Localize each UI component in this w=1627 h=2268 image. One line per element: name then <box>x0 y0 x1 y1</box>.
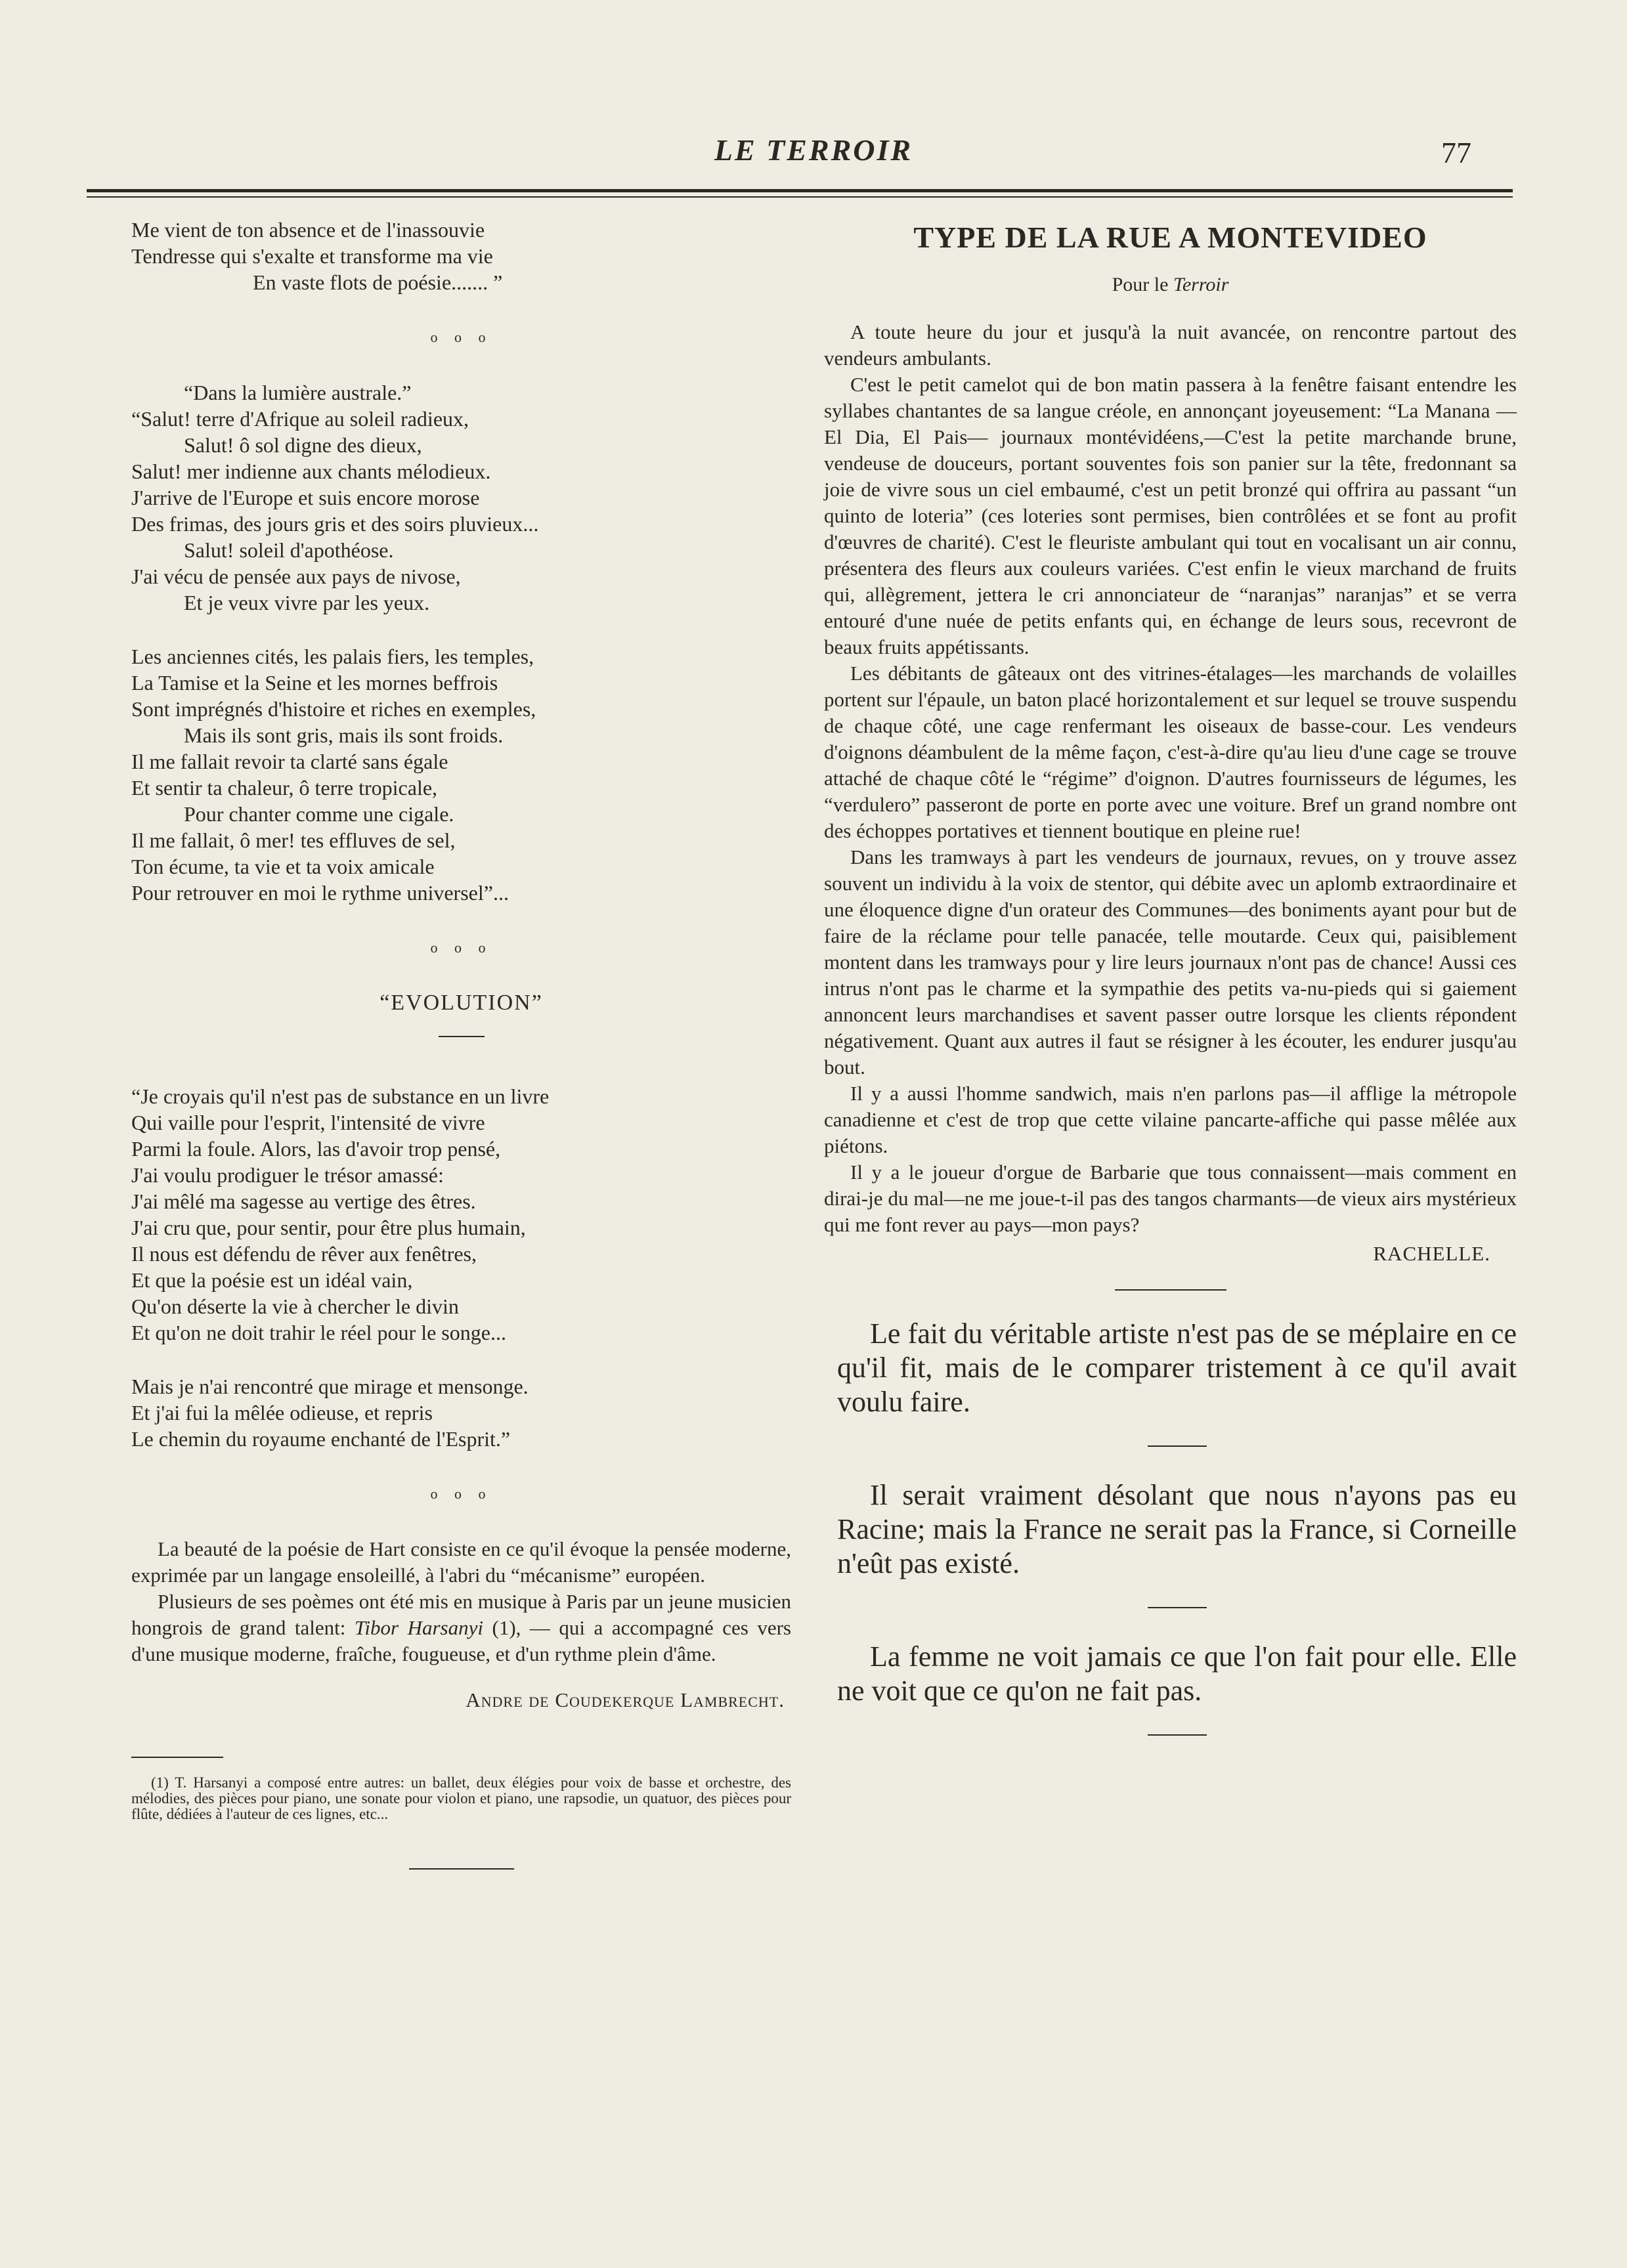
article-end-rule <box>1115 1289 1226 1291</box>
verse-line: Il me fallait, ô mer! tes effluves de sel, <box>131 828 456 852</box>
section-ornament: o o o <box>430 329 492 345</box>
maxim: La femme ne voit jamais ce que l'on fait pour elle. Elle ne voit que ce qu'on ne fait pas. <box>837 1640 1517 1707</box>
footnote-rule <box>131 1757 223 1758</box>
verse-line: Et je veux vivre par les yeux. <box>184 591 430 614</box>
verse-line: Pour chanter comme une cigale. <box>184 802 454 826</box>
verse-line: Tendresse qui s'exalte et transforme ma vie <box>131 244 493 268</box>
poem-evolution <box>131 990 791 1452</box>
verse-line: Il nous est défendu de rêver aux fenêtres, <box>131 1242 477 1266</box>
maxim: Il serait vraiment désolant que nous n'ayons pas eu Racine; mais la France ne serait pas la France, si Corneille n'eût pas existé. <box>837 1479 1517 1579</box>
poem-title-line: “Dans la lumière australe.” <box>184 381 412 404</box>
verse-line: J'ai mêlé ma sagesse au vertige des êtres. <box>131 1189 476 1213</box>
end-rule <box>409 1868 514 1870</box>
verse-line: J'ai voulu prodiguer le trésor amassé: <box>131 1163 444 1187</box>
section-ornament: o o o <box>430 1486 492 1502</box>
verse-line: Salut! ô sol digne des dieux, <box>184 433 422 457</box>
article-paragraph: Il y a aussi l'homme sandwich, mais n'en parlons pas—il afflige la métropole canadienne et c'est de trop que cette vilaine pancarte-affiche qui passe mêlée aux piétons. <box>824 1082 1517 1157</box>
footnote: (1) T. Harsanyi a composé entre autres: un ballet, deux élégies pour voix de basse et orchestre, des mélodies, des pièces pour piano, une sonate pour violon et piano, une rapsodie, un quatuor, des pièces pour flûte, dédiées à l'auteur de ces lignes, etc... <box>131 1774 791 1822</box>
article-paragraph: Les débitants de gâteaux ont des vitrines-étalages—les marchands de volailles portent sur l'épaule, un baton placé horizontalement et sur lequel se trouve suspendu de chaque côté, une cage renfermant les oiseaux de basse-cour. Les vendeurs d'oignons déambulent de la même façon, c'est-à-dire qu'au lieu d'une cage se trouve attaché de chaque côté le “régime” d'oignon. D'autres fournisseurs de légumes, les “verdulero” passeront de porte en porte avec une voiture. Bref un grand nombre ont des échoppes portatives et tiennent boutique en pleine rue! <box>824 662 1517 842</box>
verse-line: Me vient de ton absence et de l'inassouvie <box>131 218 485 242</box>
left-column <box>131 217 791 1870</box>
right-column <box>824 217 1517 1767</box>
verse-line: Des frimas, des jours gris et des soirs pluvieux... <box>131 512 539 536</box>
header-rule-thin <box>87 196 1513 198</box>
header-rule-thick <box>87 189 1513 192</box>
article-paragraph: Il y a le joueur d'orgue de Barbarie que tous connaissent—mais comment en dirai-je du mal—ne me joue-t-il pas des tangos charmants—de vieux airs mystérieux qui me font rever au pays—mon pays? <box>824 1161 1517 1236</box>
maxim-rule <box>1148 1445 1207 1447</box>
article-paragraph: Dans les tramways à part les vendeurs de journaux, revues, on y trouve assez souvent un individu à la voix de stentor, qui débite avec un aplomb extraordinaire et une éloquence digne d'un orateur des Communes—des boniments ayant pour but de faire de la réclame pour telle panacée, telle moutarde. Ceux qui, paisiblement montent dans les tramways pour y lire leurs journaux n'ont pas de chance! Aussi ces intrus n'ont pas le charme et la sympathie des petits va-nu-pieds qui si gaiement annoncent leurs marchandises et savent passer outre lorsque les clients répondent négativement. Quant aux autres il faut se résigner à les écouter, les endurer jusqu'au bout. <box>824 845 1517 1079</box>
composer-name: Tibor Harsanyi <box>354 1616 483 1639</box>
verse-line: Mais ils sont gris, mais ils sont froids. <box>184 723 504 747</box>
commentary-paragraph: La beauté de la poésie de Hart consiste en ce qu'il évoque la pensée moderne, exprimée par un langage ensoleillé, à l'abri du “mécanisme” européen. <box>131 1537 791 1587</box>
article-title: TYPE DE LA RUE A MONTEVIDEO <box>913 221 1427 254</box>
verse-line: La Tamise et la Seine et les mornes beffrois <box>131 671 498 695</box>
poem-title: “EVOLUTION” <box>380 991 543 1015</box>
verse-line: En vaste flots de poésie....... ” <box>253 270 503 294</box>
verse-line: “Salut! terre d'Afrique au soleil radieux, <box>131 407 469 431</box>
verse-line: Les anciennes cités, les palais fiers, les temples, <box>131 645 534 668</box>
article-body <box>824 319 1517 1238</box>
verse-line: Il me fallait revoir ta clarté sans égale <box>131 750 448 773</box>
verse-line: Et qu'on ne doit trahir le réel pour le songe... <box>131 1321 506 1344</box>
page-number: 77 <box>1441 136 1471 169</box>
verse-line: “Je croyais qu'il n'est pas de substance en un livre <box>131 1084 550 1108</box>
section-ornament: o o o <box>430 939 492 956</box>
title-dash <box>439 1036 485 1037</box>
article-paragraph: C'est le petit camelot qui de bon matin passera à la fenêtre faisant entendre les syllabes chantantes de sa langue créole, en annonçant joyeusement: “La Manana — El Dia, El Pais— journaux montévidéens,—C'est la petite marchande brune, vendeuse de douceurs, portant souventes fois son panier sur la tête, fredonnant sa joie de vivre sous un ciel embaumé, c'est un petit bronzé qui offrira au passant “un quinto de loteria” (ces loteries sont permises, bien contrôlées et se font au profit d'œuvres de charité). C'est le fleuriste ambulant qui tout en vocalisant un air connu, présentera des fleurs aux couleurs variées. C'est enfin le vieux marchand de fruits qui, allègrement, jettera le cri annonciateur de “naranjas” naranjas” et se verra entouré d'une nuée de petits enfants qui, en échange de leurs sous, recevront de beaux fruits appétissants. <box>824 373 1517 658</box>
verse-line: Qui vaille pour l'esprit, l'intensité de vivre <box>131 1111 485 1134</box>
verse-line: Salut! soleil d'apothéose. <box>184 538 394 562</box>
stanza-gap <box>131 616 791 643</box>
verse-line: Et que la poésie est un idéal vain, <box>131 1268 413 1292</box>
verse-line: Pour retrouver en moi le rythme universel”... <box>131 881 509 905</box>
commentary <box>131 1536 791 1667</box>
subtitle-prefix: Pour le <box>1112 274 1173 295</box>
poem-lumiere-australe <box>131 379 791 906</box>
verse-line: Qu'on déserte la vie à chercher le divin <box>131 1294 459 1318</box>
verse-line: J'arrive de l'Europe et suis encore morose <box>131 486 480 509</box>
verse-line: Et sentir ta chaleur, ô terre tropicale, <box>131 776 438 800</box>
verse-line: Et j'ai fui la mêlée odieuse, et repris <box>131 1401 433 1424</box>
text-run: (1), — qui a accompagné ces vers d'une musique moderne, fraîche, fougueuse, et d'un rythme plein d'âme. <box>131 1616 791 1665</box>
verse-line: Salut! mer indienne aux chants mélodieux. <box>131 460 491 483</box>
verse-line: J'ai vécu de pensée aux pays de nivose, <box>131 565 461 588</box>
poem-stanza-continued <box>131 217 791 295</box>
verse-line: Ton écume, ta vie et ta voix amicale <box>131 855 435 878</box>
verse-line: Mais je n'ai rencontré que mirage et mensonge. <box>131 1375 529 1398</box>
text-run: Plusieurs de ses poèmes ont été mis en musique à Paris par un jeune musicien hongrois de grand talent: <box>131 1590 791 1639</box>
article-signature: RACHELLE. <box>1373 1242 1490 1265</box>
author-signature: Andre de Coudekerque Lambrecht. <box>466 1688 785 1711</box>
verse-line: J'ai cru que, pour sentir, pour être plus humain, <box>131 1216 526 1239</box>
maxim-rule <box>1148 1607 1207 1608</box>
stanza-gap <box>131 1346 791 1373</box>
maxim-rule <box>1148 1734 1207 1736</box>
verse-line: Parmi la foule. Alors, las d'avoir trop pensé, <box>131 1137 501 1161</box>
verse-line: Le chemin du royaume enchanté de l'Esprit.” <box>131 1427 511 1451</box>
running-header: LE TERROIR <box>714 133 913 167</box>
commentary-paragraph <box>131 1589 791 1667</box>
maxims <box>824 1317 1517 1736</box>
verse-line: Sont imprégnés d'histoire et riches en exemples, <box>131 697 536 721</box>
article-paragraph: A toute heure du jour et jusqu'à la nuit avancée, on rencontre partout des vendeurs ambulants. <box>824 320 1517 370</box>
article-subtitle <box>824 272 1517 298</box>
maxim: Le fait du véritable artiste n'est pas de se méplaire en ce qu'il fit, mais de le comparer tristement à ce qu'il avait voulu faire. <box>837 1317 1517 1418</box>
subtitle-italic: Terroir <box>1173 274 1229 295</box>
